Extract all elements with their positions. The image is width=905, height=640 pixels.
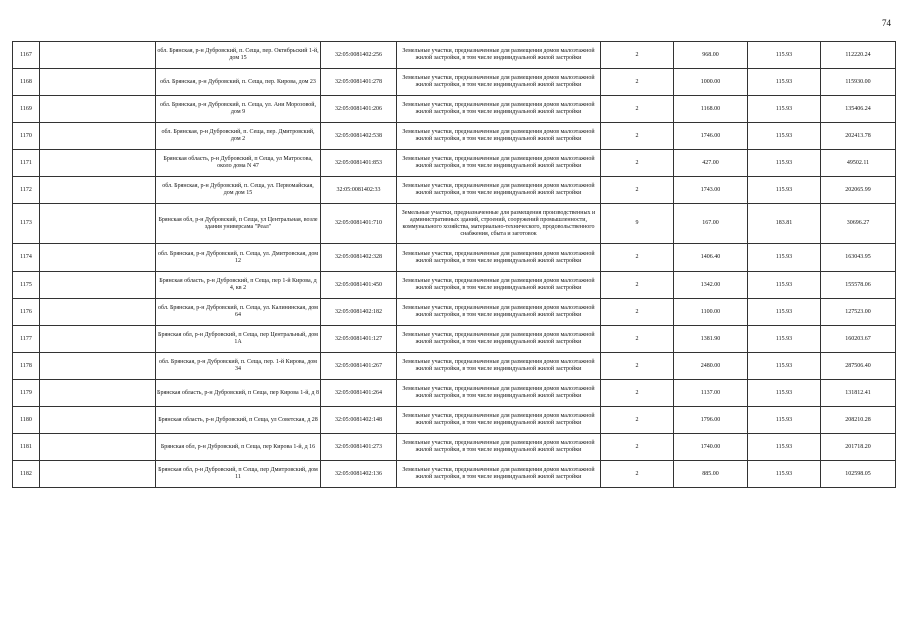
- area-cell: 1000.00: [674, 69, 748, 96]
- row-number: 1168: [13, 69, 40, 96]
- group-cell: 2: [601, 177, 674, 204]
- table-row: [13, 461, 896, 488]
- table-row: [13, 204, 896, 244]
- cadastral-value-cell: 163043.95: [821, 244, 896, 272]
- row-number: 1175: [13, 272, 40, 299]
- specific-value-cell: 115.93: [748, 272, 821, 299]
- empty-cell: [40, 434, 156, 461]
- land-registry-table: [12, 41, 896, 488]
- land-use-cell: Земельные участки, предназначенные для размещения домов малоэтажной жилой застройки, в том числе индивидуальной жилой застройки: [397, 123, 601, 150]
- row-number: 1181: [13, 434, 40, 461]
- empty-cell: [40, 272, 156, 299]
- table-row: [13, 380, 896, 407]
- empty-cell: [40, 204, 156, 244]
- empty-cell: [40, 299, 156, 326]
- group-cell: 2: [601, 461, 674, 488]
- cadastral-number-cell: 32:05:0081402:538: [321, 123, 397, 150]
- address-cell: обл. Брянская, р-н Дубровский, п. Сеща, ул. Калининская, дом 64: [156, 299, 321, 326]
- empty-cell: [40, 150, 156, 177]
- specific-value-cell: 115.93: [748, 42, 821, 69]
- land-use-cell: Земельные участки, предназначенные для размещения производственных и административных зданий, строений, сооружений промышленности, коммунального хозяйства, материально-технического, продовольственного снабжения, сбыта и заготовок: [397, 204, 601, 244]
- area-cell: 167.00: [674, 204, 748, 244]
- area-cell: 1796.00: [674, 407, 748, 434]
- empty-cell: [40, 326, 156, 353]
- table-row: [13, 177, 896, 204]
- row-number: 1177: [13, 326, 40, 353]
- address-cell: Брянская область, р-н Дубровский, п Сеща, пер 1-й Кирова, д 4, кв 2: [156, 272, 321, 299]
- cadastral-number-cell: 32:05:0081401:450: [321, 272, 397, 299]
- row-number: 1167: [13, 42, 40, 69]
- cadastral-number-cell: 32:05:0081402:256: [321, 42, 397, 69]
- land-use-cell: Земельные участки, предназначенные для размещения домов малоэтажной жилой застройки, в том числе индивидуальной жилой застройки: [397, 177, 601, 204]
- address-cell: Брянская область, р-н Дубровский, п Сеща, пер Кирова 1-й, д 8: [156, 380, 321, 407]
- cadastral-value-cell: 160203.67: [821, 326, 896, 353]
- cadastral-value-cell: 208210.28: [821, 407, 896, 434]
- table-row: [13, 42, 896, 69]
- group-cell: 2: [601, 42, 674, 69]
- cadastral-value-cell: 127523.00: [821, 299, 896, 326]
- area-cell: 1137.00: [674, 380, 748, 407]
- group-cell: 2: [601, 244, 674, 272]
- row-number: 1170: [13, 123, 40, 150]
- cadastral-value-cell: 102598.05: [821, 461, 896, 488]
- table-row: [13, 434, 896, 461]
- empty-cell: [40, 177, 156, 204]
- land-use-cell: Земельные участки, предназначенные для размещения домов малоэтажной жилой застройки, в том числе индивидуальной жилой застройки: [397, 461, 601, 488]
- cadastral-number-cell: 32:05:0081401:710: [321, 204, 397, 244]
- address-cell: обл. Брянская, р-н Дубровский, п. Сеща, ул. Ани Морозовой, дом 9: [156, 96, 321, 123]
- table-row: [13, 244, 896, 272]
- group-cell: 9: [601, 204, 674, 244]
- cadastral-number-cell: 32:05:0081401:273: [321, 434, 397, 461]
- specific-value-cell: 115.93: [748, 123, 821, 150]
- table-row: [13, 123, 896, 150]
- specific-value-cell: 115.93: [748, 244, 821, 272]
- empty-cell: [40, 353, 156, 380]
- area-cell: 885.00: [674, 461, 748, 488]
- cadastral-number-cell: 32:05:0081401:206: [321, 96, 397, 123]
- land-use-cell: Земельные участки, предназначенные для размещения домов малоэтажной жилой застройки, в том числе индивидуальной жилой застройки: [397, 380, 601, 407]
- cadastral-value-cell: 202065.99: [821, 177, 896, 204]
- area-cell: 1406.40: [674, 244, 748, 272]
- cadastral-value-cell: 201718.20: [821, 434, 896, 461]
- row-number: 1174: [13, 244, 40, 272]
- specific-value-cell: 115.93: [748, 461, 821, 488]
- cadastral-value-cell: 131812.41: [821, 380, 896, 407]
- area-cell: 2480.00: [674, 353, 748, 380]
- land-use-cell: Земельные участки, предназначенные для размещения домов малоэтажной жилой застройки, в том числе индивидуальной жилой застройки: [397, 353, 601, 380]
- page-number: 74: [882, 18, 891, 28]
- address-cell: Брянская область, р-н Дубровский, п Сеща, ул Советская, д 28: [156, 407, 321, 434]
- specific-value-cell: 115.93: [748, 353, 821, 380]
- address-cell: обл. Брянская, р-н Дубровский, п. Сеща, ул. Первомайская, дом дом 15: [156, 177, 321, 204]
- area-cell: 1381.90: [674, 326, 748, 353]
- area-cell: 1746.00: [674, 123, 748, 150]
- row-number: 1171: [13, 150, 40, 177]
- land-use-cell: Земельные участки, предназначенные для размещения домов малоэтажной жилой застройки, в том числе индивидуальной жилой застройки: [397, 407, 601, 434]
- cadastral-value-cell: 155578.06: [821, 272, 896, 299]
- row-number: 1176: [13, 299, 40, 326]
- empty-cell: [40, 42, 156, 69]
- cadastral-number-cell: 32:05:0081402:33: [321, 177, 397, 204]
- land-use-cell: Земельные участки, предназначенные для размещения домов малоэтажной жилой застройки, в том числе индивидуальной жилой застройки: [397, 42, 601, 69]
- empty-cell: [40, 407, 156, 434]
- specific-value-cell: 115.93: [748, 177, 821, 204]
- specific-value-cell: 183.81: [748, 204, 821, 244]
- land-use-cell: Земельные участки, предназначенные для размещения домов малоэтажной жилой застройки, в том числе индивидуальной жилой застройки: [397, 150, 601, 177]
- row-number: 1172: [13, 177, 40, 204]
- cadastral-number-cell: 32:05:0081401:264: [321, 380, 397, 407]
- address-cell: Брянская обл, р-н Дубровский, п Сеща, ул Центральная, возле здания универсама "Реал": [156, 204, 321, 244]
- table-row: [13, 353, 896, 380]
- area-cell: 1100.00: [674, 299, 748, 326]
- group-cell: 2: [601, 150, 674, 177]
- land-use-cell: Земельные участки, предназначенные для размещения домов малоэтажной жилой застройки, в том числе индивидуальной жилой застройки: [397, 299, 601, 326]
- table-row: [13, 96, 896, 123]
- group-cell: 2: [601, 380, 674, 407]
- specific-value-cell: 115.93: [748, 96, 821, 123]
- cadastral-value-cell: 135406.24: [821, 96, 896, 123]
- specific-value-cell: 115.93: [748, 299, 821, 326]
- cadastral-number-cell: 32:05:0081401:267: [321, 353, 397, 380]
- table-row: [13, 326, 896, 353]
- cadastral-value-cell: 115930.00: [821, 69, 896, 96]
- area-cell: 427.00: [674, 150, 748, 177]
- cadastral-number-cell: 32:05:0081402:182: [321, 299, 397, 326]
- cadastral-number-cell: 32:05:0081401:127: [321, 326, 397, 353]
- cadastral-number-cell: 32:05:0081401:853: [321, 150, 397, 177]
- address-cell: обл. Брянская, р-н Дубровский, п. Сеща, пер. Дмитровский, дом 2: [156, 123, 321, 150]
- row-number: 1178: [13, 353, 40, 380]
- specific-value-cell: 115.93: [748, 407, 821, 434]
- address-cell: Брянская обл, р-н Дубровский, п Сеща, пер Дмитровский, дом 11: [156, 461, 321, 488]
- group-cell: 2: [601, 353, 674, 380]
- cadastral-number-cell: 32:05:0081402:148: [321, 407, 397, 434]
- empty-cell: [40, 380, 156, 407]
- empty-cell: [40, 123, 156, 150]
- specific-value-cell: 115.93: [748, 150, 821, 177]
- cadastral-value-cell: 202413.78: [821, 123, 896, 150]
- cadastral-value-cell: 112220.24: [821, 42, 896, 69]
- group-cell: 2: [601, 69, 674, 96]
- empty-cell: [40, 461, 156, 488]
- table-row: [13, 150, 896, 177]
- group-cell: 2: [601, 96, 674, 123]
- row-number: 1173: [13, 204, 40, 244]
- area-cell: 968.00: [674, 42, 748, 69]
- table-row: [13, 407, 896, 434]
- address-cell: Брянская обл, р-н Дубровский, п Сеща, пер Кирова 1-й, д 16: [156, 434, 321, 461]
- empty-cell: [40, 96, 156, 123]
- empty-cell: [40, 244, 156, 272]
- group-cell: 2: [601, 326, 674, 353]
- land-use-cell: Земельные участки, предназначенные для размещения домов малоэтажной жилой застройки, в том числе индивидуальной жилой застройки: [397, 434, 601, 461]
- table-row: [13, 299, 896, 326]
- cadastral-number-cell: 32:05:0081401:278: [321, 69, 397, 96]
- row-number: 1180: [13, 407, 40, 434]
- cadastral-value-cell: 49502.11: [821, 150, 896, 177]
- row-number: 1179: [13, 380, 40, 407]
- land-use-cell: Земельные участки, предназначенные для размещения домов малоэтажной жилой застройки, в том числе индивидуальной жилой застройки: [397, 96, 601, 123]
- area-cell: 1740.00: [674, 434, 748, 461]
- table-row: [13, 69, 896, 96]
- specific-value-cell: 115.93: [748, 380, 821, 407]
- row-number: 1182: [13, 461, 40, 488]
- address-cell: Брянская область, р-н Дубровский, п Сеща, ул Матросова, около дома N 47: [156, 150, 321, 177]
- empty-cell: [40, 69, 156, 96]
- group-cell: 2: [601, 434, 674, 461]
- cadastral-value-cell: 287506.40: [821, 353, 896, 380]
- address-cell: Брянская обл, р-н Дубровский, п Сеща, пер Центральный, дом 1А: [156, 326, 321, 353]
- address-cell: обл. Брянская, р-н Дубровский, п. Сеща, пер. Октябрьский 1-й, дом 15: [156, 42, 321, 69]
- group-cell: 2: [601, 123, 674, 150]
- land-use-cell: Земельные участки, предназначенные для размещения домов малоэтажной жилой застройки, в том числе индивидуальной жилой застройки: [397, 326, 601, 353]
- area-cell: 1168.00: [674, 96, 748, 123]
- group-cell: 2: [601, 407, 674, 434]
- specific-value-cell: 115.93: [748, 69, 821, 96]
- cadastral-number-cell: 32:05:0081402:328: [321, 244, 397, 272]
- cadastral-value-cell: 30696.27: [821, 204, 896, 244]
- address-cell: обл. Брянская, р-н Дубровский, п. Сеща, пер. 1-й Кирова, дом 34: [156, 353, 321, 380]
- address-cell: обл. Брянская, р-н Дубровский, п. Сеща, ул. Дмитровская, дом 12: [156, 244, 321, 272]
- address-cell: обл. Брянская, р-н Дубровский, п. Сеща, пер. Кирова, дом 23: [156, 69, 321, 96]
- cadastral-number-cell: 32:05:0081402:136: [321, 461, 397, 488]
- area-cell: 1342.00: [674, 272, 748, 299]
- row-number: 1169: [13, 96, 40, 123]
- table-row: [13, 272, 896, 299]
- land-use-cell: Земельные участки, предназначенные для размещения домов малоэтажной жилой застройки, в том числе индивидуальной жилой застройки: [397, 272, 601, 299]
- group-cell: 2: [601, 299, 674, 326]
- area-cell: 1743.00: [674, 177, 748, 204]
- land-use-cell: Земельные участки, предназначенные для размещения домов малоэтажной жилой застройки, в том числе индивидуальной жилой застройки: [397, 244, 601, 272]
- land-use-cell: Земельные участки, предназначенные для размещения домов малоэтажной жилой застройки, в том числе индивидуальной жилой застройки: [397, 69, 601, 96]
- specific-value-cell: 115.93: [748, 434, 821, 461]
- specific-value-cell: 115.93: [748, 326, 821, 353]
- group-cell: 2: [601, 272, 674, 299]
